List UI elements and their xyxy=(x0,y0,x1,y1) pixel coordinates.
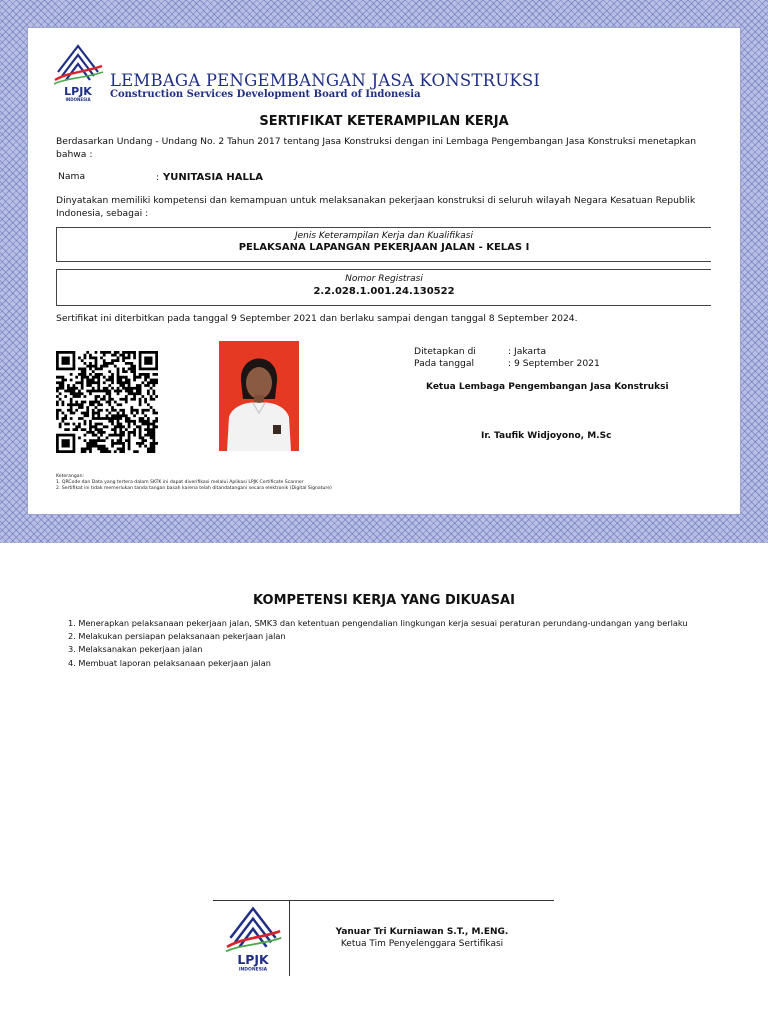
ditetapkan-value: : Jakarta xyxy=(508,346,547,357)
footer-logo-text: LPJK xyxy=(237,951,269,967)
list-item: 3. Melaksanakan pekerjaan jalan xyxy=(68,644,203,655)
note-item: 2. Sertifikat ini tidak memerlukan tanda tangan basah karena telah ditandatangani secara elektronik (Digital Signature) xyxy=(56,486,332,491)
signature-top-line xyxy=(213,900,554,901)
kompetensi-list xyxy=(68,617,688,670)
footer-logo-subtext: INDONESIA xyxy=(238,967,268,973)
registration-label: Nomor Registrasi xyxy=(345,274,423,284)
list-item: 1. Menerapkan pelaksanaan pekerjaan jalan, SMK3 dan ketentuan pengendalian lingkungan kerja sesuai peraturan perundang-undangan yang berlaku xyxy=(68,618,688,628)
org-subtitle: Construction Services Development Board of Indonesia xyxy=(110,89,421,100)
tanggal-label: Pada tanggal xyxy=(414,358,475,369)
certificate-title: SERTIFIKAT KETERAMPILAN KERJA xyxy=(259,114,509,129)
holder-photo xyxy=(219,341,299,451)
signer-title: Ketua Lembaga Pengembangan Jasa Konstruksi xyxy=(426,382,669,392)
footer-signer-title: Ketua Tim Penyelenggara Sertifikasi xyxy=(340,939,504,949)
logo-subtext: INDONESIA xyxy=(65,97,91,102)
holder-name: YUNITASIA HALLA xyxy=(163,172,263,183)
registration-number: 2.2.028.1.001.24.130522 xyxy=(313,286,455,297)
lpjk-logo xyxy=(52,42,104,104)
note-item: 1. QRCode dan Data yang tertera dalam SKTK ini dapat diverifikasi melalui Aplikasi LPJK Certificate Scanner xyxy=(56,480,304,485)
logo-text: LPJK xyxy=(64,85,92,98)
name-label: Nama xyxy=(58,171,86,182)
qr-code xyxy=(56,351,158,453)
qualification-box xyxy=(56,227,711,262)
ditetapkan-label: Ditetapkan di xyxy=(414,346,476,357)
name-separator: : xyxy=(156,172,160,183)
qualification-label: Jenis Keterampilan Kerja dan Kualifikasi xyxy=(294,231,473,241)
kompetensi-title: KOMPETENSI KERJA YANG DIKUASAI xyxy=(253,593,515,608)
registration-box xyxy=(56,269,711,306)
notes-title: Keterangan: xyxy=(56,474,85,479)
qualification-value: PELAKSANA LAPANGAN PEKERJAAN JALAN - KELAS I xyxy=(238,242,530,253)
intro-text: Berdasarkan Undang - Undang No. 2 Tahun 2017 tentang Jasa Konstruksi dengan ini Lembaga Pengembangan Jasa Konstruksi menetapkan bahwa : xyxy=(56,136,697,160)
tanggal-value: : 9 September 2021 xyxy=(508,358,600,369)
validity-text: Sertifikat ini diterbitkan pada tanggal 9 September 2021 dan berlaku sampai dengan tanggal 8 September 2024. xyxy=(56,313,578,324)
list-item: 4. Membuat laporan pelaksanaan pekerjaan jalan xyxy=(68,657,271,668)
list-item: 2. Melakukan persiapan pelaksanaan pekerjaan jalan xyxy=(68,631,286,642)
declaration-text: Dinyatakan memiliki kompetensi dan kemampuan untuk melaksanakan pekerjaan konstruksi di seluruh wilayah Negara Kesatuan Republik Indonesia, sebagai : xyxy=(56,195,696,219)
org-name: LEMBAGA PENGEMBANGAN JASA KONSTRUKSI xyxy=(110,71,541,90)
footer-signer-name: Yanuar Tri Kurniawan S.T., M.ENG. xyxy=(335,927,509,937)
footer-lpjk-logo xyxy=(222,904,284,974)
signer-name: Ir. Taufik Widjoyono, M.Sc xyxy=(481,431,612,441)
